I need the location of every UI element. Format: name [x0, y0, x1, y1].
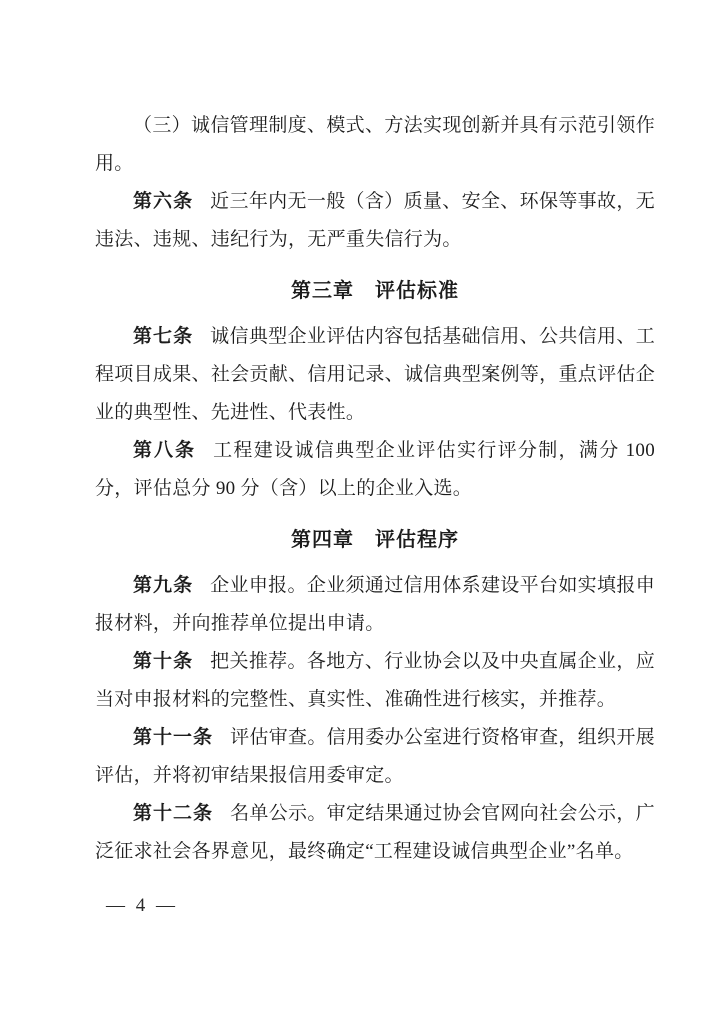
chapter-3-heading: 第三章 评估标准: [291, 280, 459, 302]
article-11-text: 评估审查。信用委办公室进行资格审查，组织开展评估，并将初审结果报信用委审定。: [95, 727, 655, 786]
page-number: — 4 —: [106, 895, 178, 916]
article-12-label: 第十二条: [133, 803, 214, 824]
article-8-label: 第八条: [133, 440, 197, 461]
article-10-label: 第十条: [133, 651, 194, 672]
chapter-4-heading: 第四章 评估程序: [291, 529, 459, 551]
article-9-text: 企业申报。企业须通过信用体系建设平台如实填报申报材料，并向推荐单位提出申请。: [95, 575, 655, 634]
article-6-text: 近三年内无一般（含）质量、安全、环保等事故，无违法、违规、违纪行为，无严重失信行为。: [95, 191, 655, 250]
article-9-label: 第九条: [133, 575, 194, 596]
article-7-text: 诚信典型企业评估内容包括基础信用、公共信用、工程项目成果、社会贡献、信用记录、诚信典型案例等，重点评估企业的典型性、先进性、代表性。: [95, 326, 655, 423]
article-7-label: 第七条: [133, 326, 194, 347]
paragraph-article-9: [95, 567, 655, 643]
paragraph-text: （三）诚信管理制度、模式、方法实现创新并具有示范引领作用。: [95, 115, 655, 174]
paragraph-article-8: [95, 432, 655, 508]
paragraph-item-3: [95, 107, 655, 183]
article-12-text: 名单公示。审定结果通过协会官网向社会公示，广泛征求社会各界意见，最终确定“工程建设诚信典型企业”名单。: [95, 803, 655, 862]
article-6-label: 第六条: [133, 191, 194, 212]
article-10-text: 把关推荐。各地方、行业协会以及中央直属企业，应当对申报材料的完整性、真实性、准确性进行核实，并推荐。: [95, 651, 655, 710]
article-11-label: 第十一条: [133, 727, 214, 748]
paragraph-article-11: [95, 719, 655, 795]
article-8-text: 工程建设诚信典型企业评估实行评分制，满分 100 分，评估总分 90 分（含）以上的企业入选。: [95, 440, 655, 499]
paragraph-article-7: [95, 318, 655, 432]
paragraph-article-12: [95, 795, 655, 871]
paragraph-article-10: [95, 643, 655, 719]
paragraph-article-6: [95, 183, 655, 259]
